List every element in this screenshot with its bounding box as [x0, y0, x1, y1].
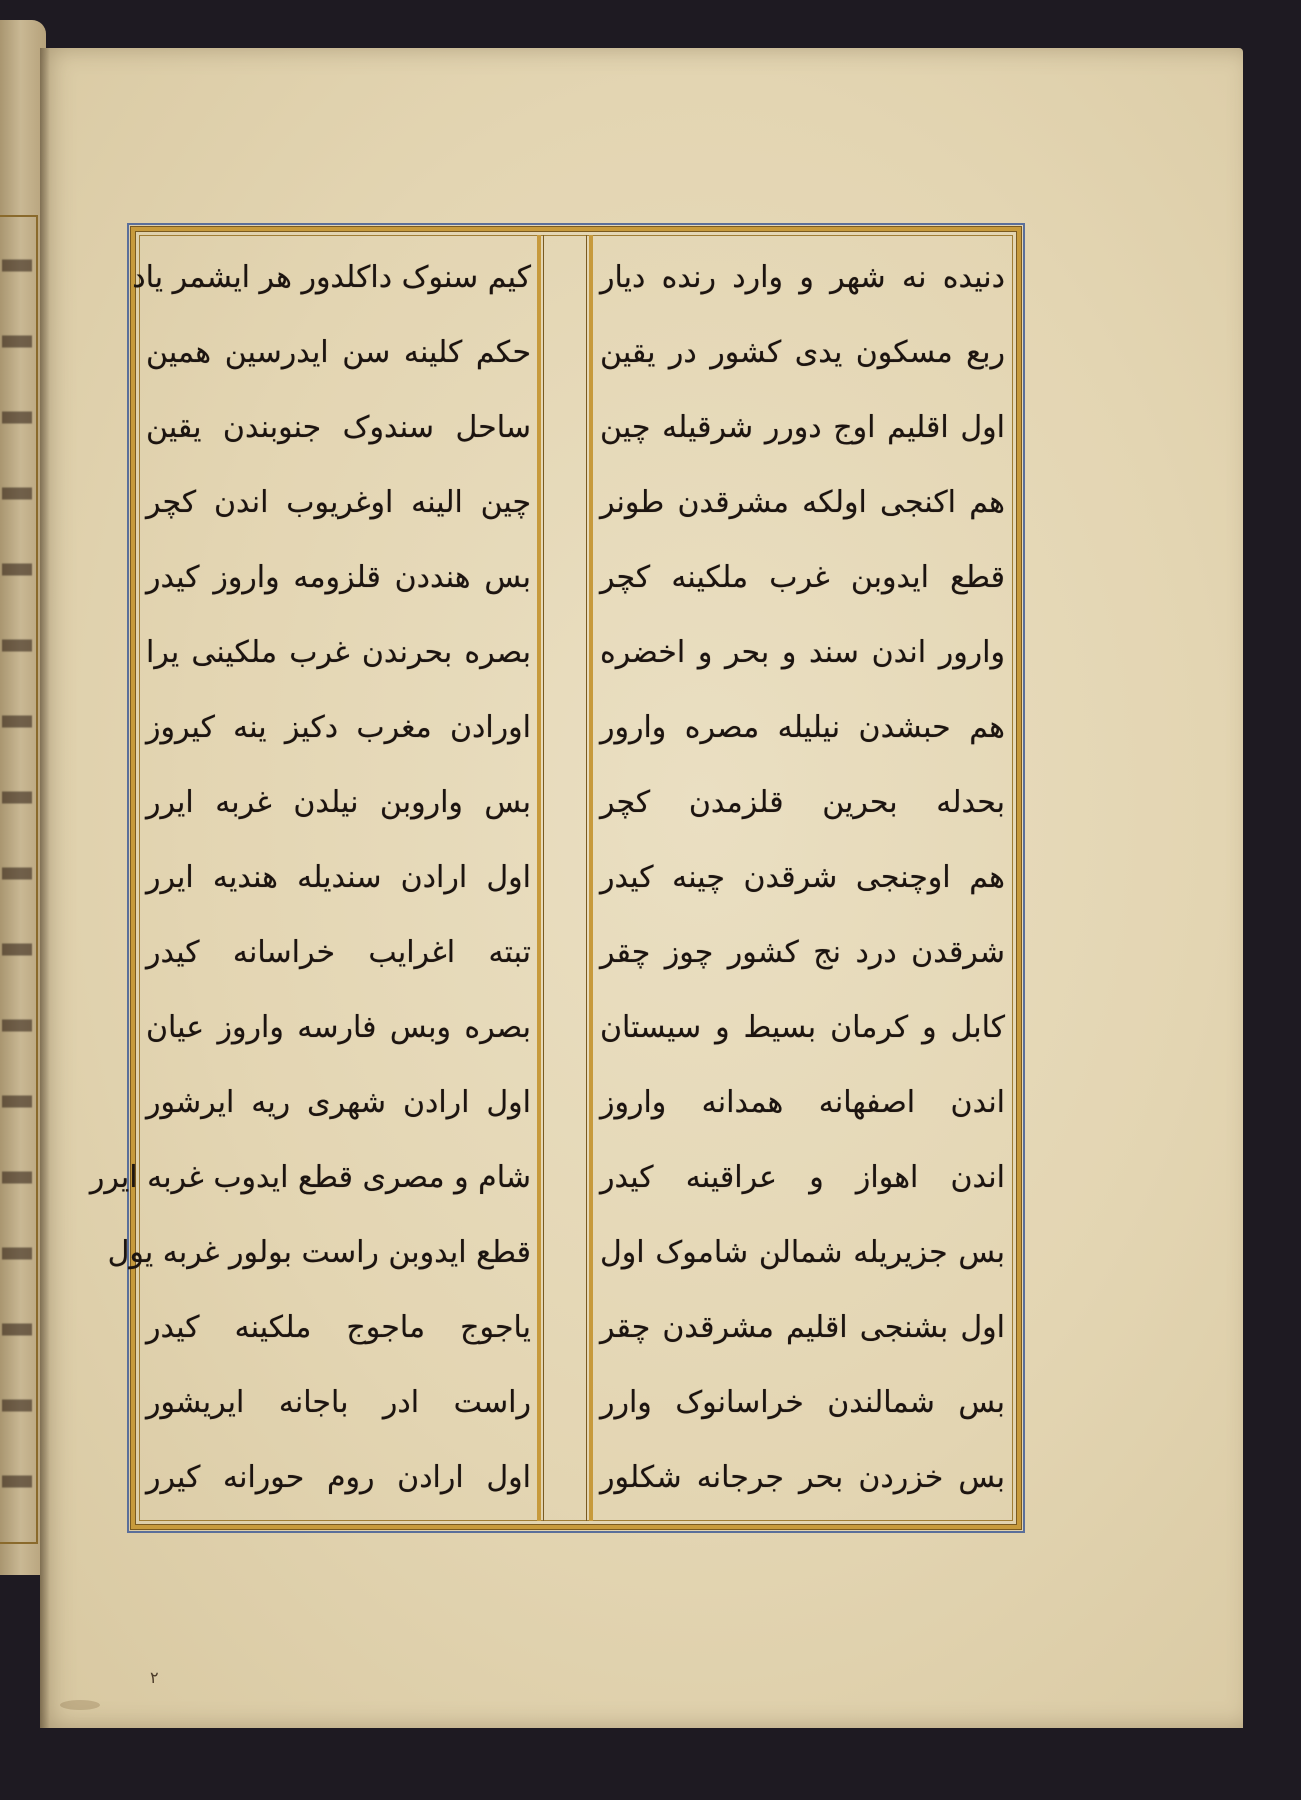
gutter-shadow: [40, 48, 50, 1728]
verse-line: اندن اصفهانه همدانه واروز: [600, 1085, 1005, 1120]
verse-line: اورادن مغرب دکیز ینه کیروز: [146, 710, 531, 745]
verse-line: راست ادر باجانه ایریشور: [146, 1385, 531, 1420]
verse-line: دنیده نه شهر و وارد رنده دیار: [600, 260, 1005, 295]
verse-line: هم حبشدن نیلیله مصره وارور: [600, 710, 1005, 745]
verse-line: اول ارادن سندیله هندیه ایرر: [146, 860, 531, 895]
column-divider: [537, 235, 593, 1521]
verse-line: ساحل سندوک جنوبندن یقین: [146, 410, 531, 445]
verse-line: حکم کلینه سن ایدرسین همین: [146, 335, 531, 370]
verse-line: قطع ایدوبن غرب ملکینه کچر: [600, 560, 1005, 595]
verse-line: اول بشنجی اقلیم مشرقدن چقر: [600, 1310, 1005, 1345]
verse-line: اول اقلیم اوج دورر شرقیله چین: [600, 410, 1005, 445]
verse-line: یاجوج ماجوج ملکینه کیدر: [146, 1310, 531, 1345]
verse-line: ربع مسکون یدی کشور در یقین: [600, 335, 1005, 370]
verse-line: تبته اغرایب خراسانه کیدر: [146, 935, 531, 970]
verse-line: شرقدن درد نج کشور چوز چقر: [600, 935, 1005, 970]
facing-page-script: [2, 225, 32, 1525]
verse-line: چین الینه اوغریوب اندن کچر: [146, 485, 531, 520]
verse-line: کیم سنوک داکلدور هر ایشمر یاد: [132, 260, 531, 295]
verse-line: بس واروبن نیلدن غربه ایرر: [146, 785, 531, 820]
verse-line: کابل و کرمان بسیط و سیستان: [600, 1010, 1005, 1045]
verse-line: شام و مصری قطع ایدوب غربه ایرر: [89, 1160, 531, 1195]
verse-line: وارور اندن سند و بحر و اخضره: [600, 635, 1005, 670]
verse-line: هم اکنجی اولکه مشرقدن طونر: [600, 485, 1005, 520]
verse-line: بس خزردن بحر جرجانه شکلور: [600, 1460, 1005, 1495]
verse-line: بس شمالندن خراسانوک وارر: [600, 1385, 1005, 1420]
left-verse-column: [89, 242, 531, 1514]
verse-line: بصره بحرندن غرب ملکینی یرا: [146, 635, 531, 670]
verse-line: هم اوچنجی شرقدن چینه کیدر: [600, 860, 1005, 895]
right-verse-column: [600, 242, 1005, 1514]
verse-line: بس هنددن قلزومه واروز کیدر: [146, 560, 531, 595]
ink-stain: [60, 1700, 100, 1710]
verse-line: قطع ایدوبن راست بولور غربه یول: [107, 1235, 531, 1270]
verse-line: بصره وبس فارسه واروز عیان: [146, 1010, 531, 1045]
folio-number: ۲: [150, 1668, 159, 1687]
verse-line: اول ارادن روم حورانه کیرر: [146, 1460, 531, 1495]
verse-line: بس جزیریله شمالن شاموک اول: [600, 1235, 1005, 1270]
verse-line: اول ارادن شهری ریه ایرشور: [146, 1085, 531, 1120]
verse-line: اندن اهواز و عراقینه کیدر: [600, 1160, 1005, 1195]
verse-line: بحدله بحرین قلزمدن کچر: [600, 785, 1005, 820]
